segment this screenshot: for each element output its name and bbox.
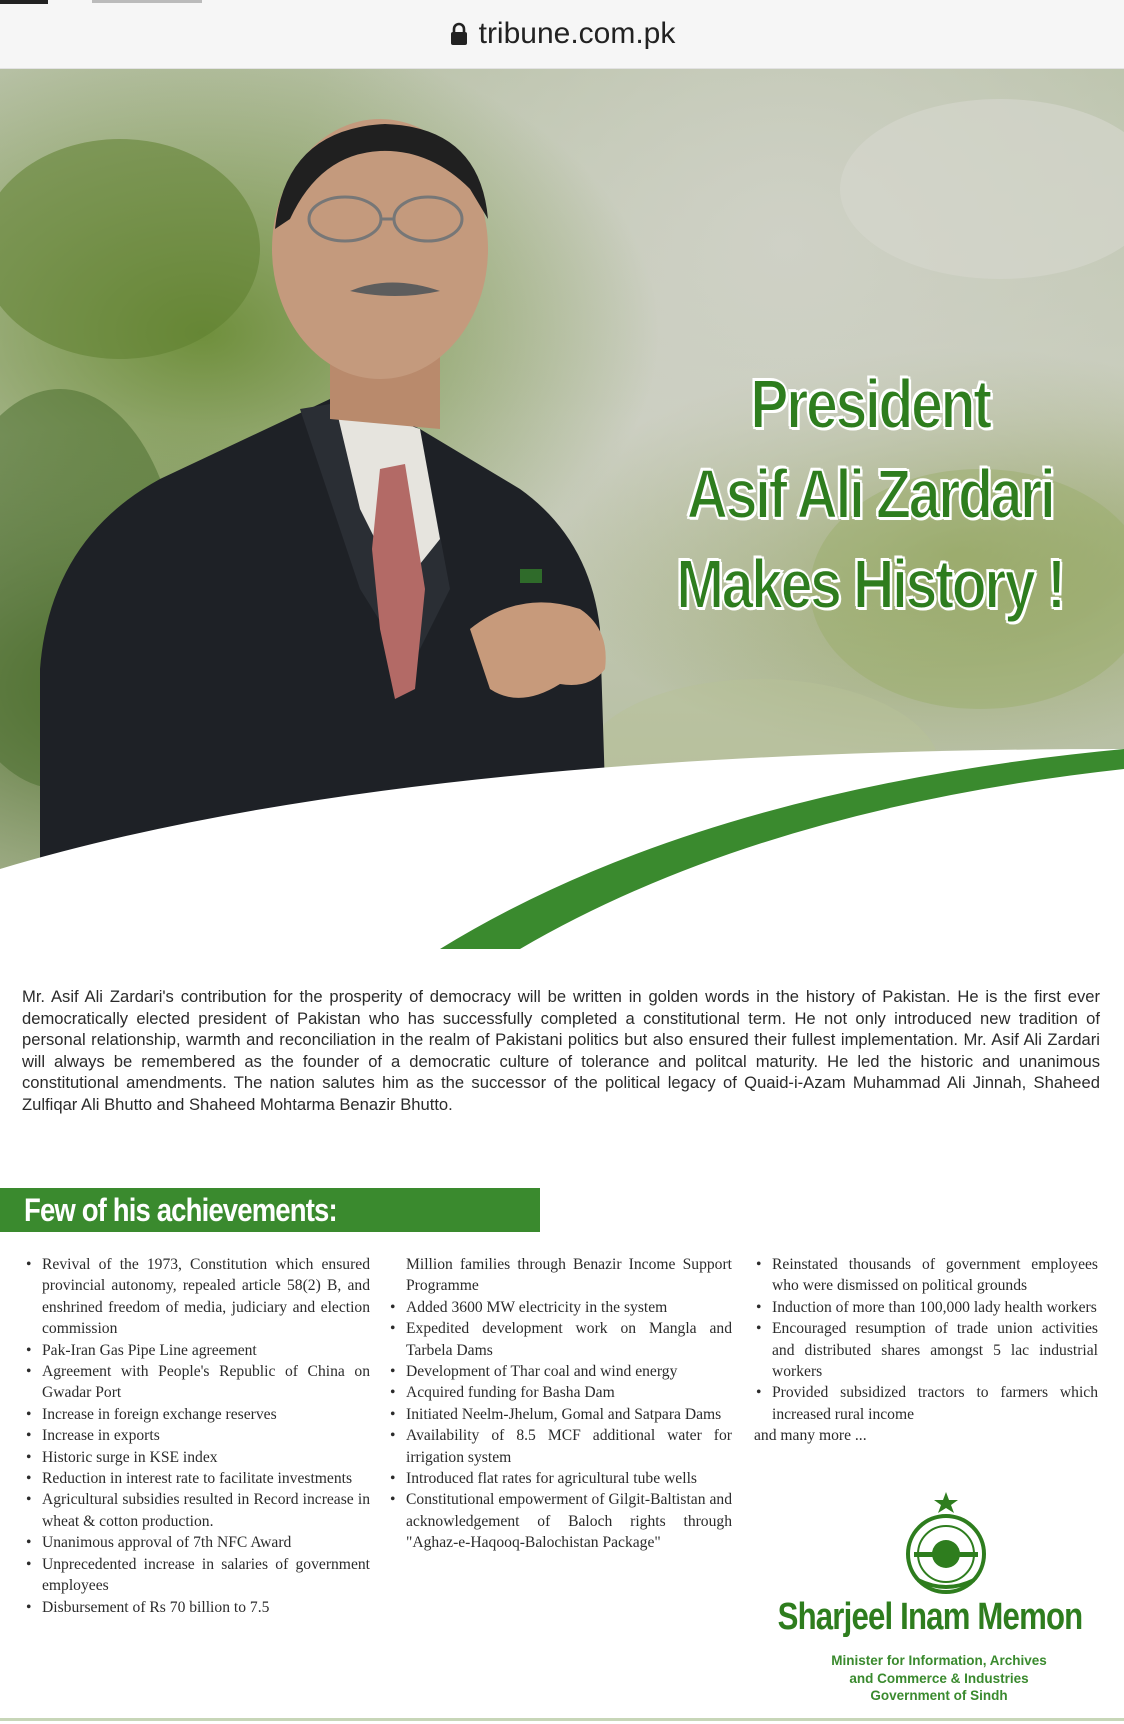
status-bar-fragment (0, 0, 48, 4)
bottom-rule (0, 1718, 1124, 1721)
achievements-column-1 (22, 1254, 370, 1618)
list-item: • Added 3600 MW electricity in the system (386, 1297, 732, 1318)
list-item: • Increase in foreign exchange reserves (22, 1404, 370, 1425)
minister-title-line-1: Minister for Information, Archives (831, 1653, 1047, 1668)
list-item: • Disbursement of Rs 70 billion to 7.5 (22, 1597, 370, 1618)
list-item: • Constitutional empowerment of Gilgit-Baltistan and acknowledgement of Baloch rights through "Aghaz-e-Haqooq-Balochistan Package" (386, 1489, 732, 1553)
list-item: • Unanimous approval of 7th NFC Award (22, 1532, 370, 1553)
headline (620, 359, 1120, 629)
list-item: • Agricultural subsidies resulted in Record increase in wheat & cotton production. (22, 1489, 370, 1532)
list-item: • Induction of more than 100,000 lady health workers (752, 1297, 1098, 1318)
headline-line-3: Makes History ! (676, 545, 1064, 623)
list-item: • Initiated Neelm-Jhelum, Gomal and Satpara Dams (386, 1404, 732, 1425)
list-item: • Revival of the 1973, Constitution which ensured provincial autonomy, repealed article 58(2) B, and enshrined freedom of media, judiciary and election commission (22, 1254, 370, 1340)
list-item-continuation: Million families through Benazir Income Support Programme (406, 1256, 732, 1295)
list-item: • Provided subsidized tractors to farmers which increased rural income (752, 1382, 1098, 1425)
list-item: • Development of Thar coal and wind energy (386, 1361, 732, 1382)
list-item: • Reduction in interest rate to facilitate investments (22, 1468, 370, 1489)
and-many-more: and many more ... (754, 1427, 867, 1445)
achievements-title: Few of his achievements: (24, 1192, 337, 1228)
list-item: • Historic surge in KSE index (22, 1447, 370, 1468)
list-item: • Agreement with People's Republic of China on Gwadar Port (22, 1361, 370, 1404)
hero-banner (0, 69, 1124, 949)
achievements-column-2 (386, 1254, 732, 1554)
achievements-column-3 (752, 1254, 1098, 1447)
minister-title-line-2: and Commerce & Industries (849, 1670, 1029, 1686)
minister-title (780, 1652, 1098, 1705)
sindh-government-emblem-icon (896, 1490, 996, 1596)
list-item: • Encouraged resumption of trade union activities and distributed shares amongst 5 lac industrial workers (752, 1318, 1098, 1382)
list-item: • Reinstated thousands of government employees who were dismissed on political grounds (752, 1254, 1098, 1297)
intro-paragraph: Mr. Asif Ali Zardari's contribution for the prosperity of democracy will be written in golden words in the history of Pakistan. He is the first ever democratically elected president of Pakistan who has successfully completed a constitutional term. He not only introduced new tradition of personal relationship, warmth and reconciliation in the realm of Pakistani politics but also ensured their fullest implementation. Mr. Asif Ali Zardari will always be remembered as the founder of a democratic culture of tolerance and politcal maturity. He led the historic and unanimous constitutional amendments. The nation salutes him as the successor of the political legacy of Quaid-i-Azam Muhammad Ali Jinnah, Shaheed Zulfiqar Ali Bhutto and Shaheed Mohtarma Benazir Bhutto. (22, 987, 1100, 1114)
list-item: • Increase in exports (22, 1425, 370, 1446)
url-text: tribune.com.pk (478, 17, 676, 50)
list-item: • Availability of 8.5 MCF additional water for irrigation system (386, 1425, 732, 1468)
list-item: • Expedited development work on Mangla and Tarbela Dams (386, 1318, 732, 1361)
minister-title-line-3: Government of Sindh (870, 1688, 1008, 1703)
list-item: • Acquired funding for Basha Dam (386, 1382, 732, 1403)
list-item: • Pak-Iran Gas Pipe Line agreement (22, 1340, 370, 1361)
minister-name: Sharjeel Inam Memon (777, 1596, 1083, 1638)
status-bar-fragment (92, 0, 202, 3)
lock-icon (449, 22, 469, 46)
headline-line-1: President (750, 365, 990, 443)
headline-line-2: Asif Ali Zardari (686, 455, 1054, 533)
browser-top-bar (0, 0, 1124, 69)
address-bar[interactable] (0, 14, 1124, 54)
list-item: • Introduced flat rates for agricultural tube wells (386, 1468, 732, 1489)
list-item: • Unprecedented increase in salaries of government employees (22, 1554, 370, 1597)
